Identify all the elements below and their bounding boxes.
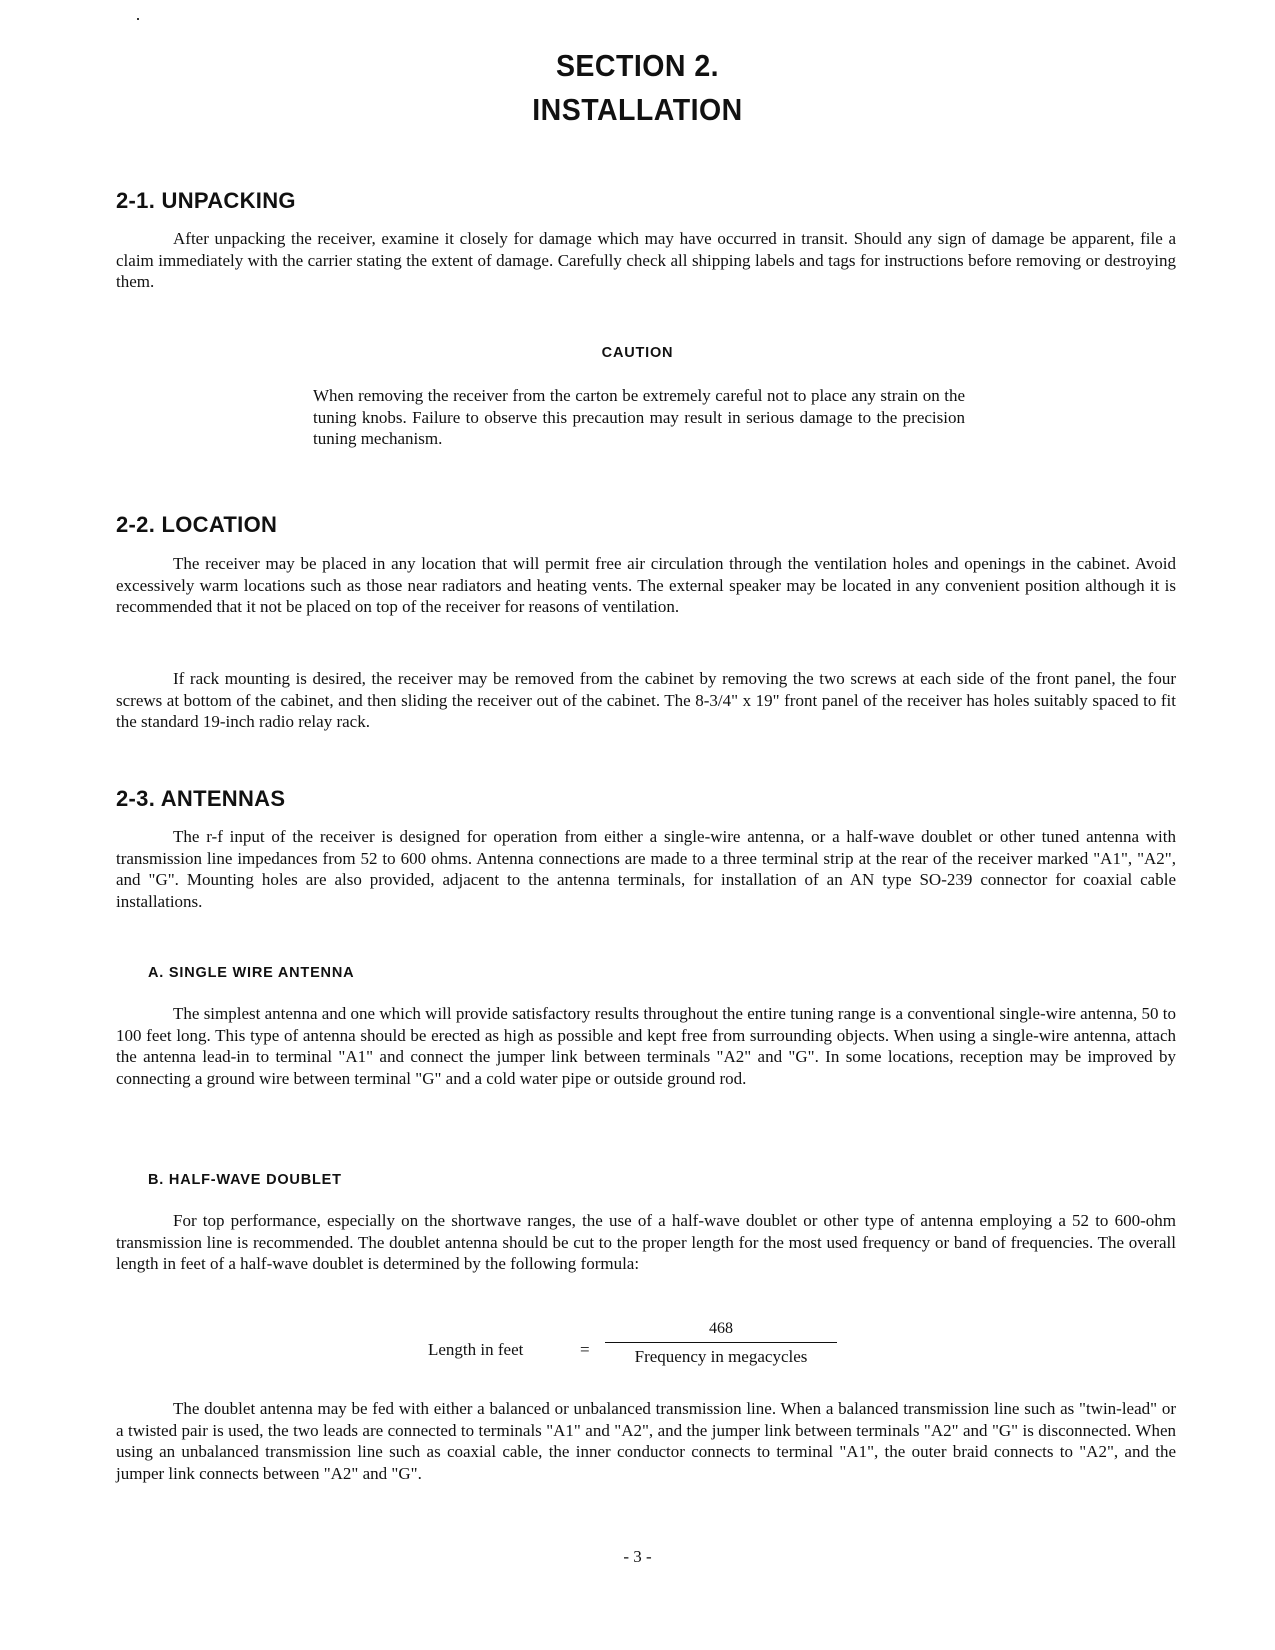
section-number: SECTION 2.	[555, 48, 720, 83]
caution-text: When removing the receiver from the carton be extremely careful not to place any strain on the tuning knobs. Failure to observe this precaution may result in serious damage to the precision tuning mechanism.	[313, 386, 965, 448]
half-wave-paragraph	[116, 1210, 1176, 1275]
heading-location: 2-2. LOCATION	[116, 512, 278, 537]
scan-speck	[137, 18, 139, 20]
antennas-text: The r-f input of the receiver is designed for operation from either a single-wire antenna, or a half-wave doublet or other tuned antenna with transmission line impedances from 52 to 600 ohms. Antenna connections are made to a three terminal strip at the rear of the receiver marked "A1", "A2", and "G". Mounting holes are also provided, adjacent to the antenna terminals, for installation of an AN type SO-239 connector for coaxial cable installations.	[116, 827, 1176, 911]
caution-label: CAUTION	[601, 345, 674, 361]
page-number: - 3 -	[623, 1547, 652, 1566]
formula-fraction-bar	[605, 1342, 837, 1343]
antennas-paragraph	[116, 826, 1176, 912]
unpacking-paragraph	[116, 228, 1176, 293]
formula-denominator: Frequency in megacycles	[634, 1347, 808, 1366]
doublet-length-formula	[420, 1320, 900, 1380]
formula-numerator: 468	[709, 1320, 733, 1337]
heading-antennas: 2-3. ANTENNAS	[116, 786, 286, 811]
location-text-1: The receiver may be placed in any location that will permit free air circulation through the ventilation holes and openings in the cabinet. Avoid excessively warm locations such as those near radiators and heating vents. The external speaker may be located in any convenient position although it is recommended that it not be placed on top of the receiver for reasons of ventilation.	[116, 554, 1176, 616]
heading-single-wire-antenna: A. SINGLE WIRE ANTENNA	[148, 965, 355, 981]
location-paragraph-2	[116, 668, 1176, 733]
single-wire-text: The simplest antenna and one which will provide satisfactory results throughout the entire tuning range is a conventional single-wire antenna, 50 to 100 feet long. This type of antenna should be erected as high as possible and kept free from surrounding objects. When using a single-wire antenna, attach the antenna lead-in to terminal "A1" and connect the jumper link between terminals "A2" and "G". In some locations, reception may be improved by connecting a ground wire between terminal "G" and a cold water pipe or outside ground rod.	[116, 1004, 1176, 1088]
single-wire-paragraph	[116, 1003, 1176, 1089]
formula-lhs: Length in feet	[428, 1340, 524, 1359]
half-wave-text: For top performance, especially on the shortwave ranges, the use of a half-wave doublet or other type of antenna employing a 52 to 600-ohm transmission line is recommended. The doublet antenna should be cut to the proper length for the most used frequency or band of frequencies. The overall length in feet of a half-wave doublet is determined by the following formula:	[116, 1211, 1176, 1273]
heading-unpacking: 2-1. UNPACKING	[116, 188, 296, 213]
unpacking-text: After unpacking the receiver, examine it closely for damage which may have occurred in transit. Should any sign of damage be apparent, file a claim immediately with the carrier stating the extent of damage. Carefully check all shipping labels and tags for instructions before removing or destroying them.	[116, 229, 1176, 291]
formula-equals: =	[580, 1340, 590, 1359]
location-text-2: If rack mounting is desired, the receiver may be removed from the cabinet by removing the two screws at each side of the front panel, the four screws at bottom of the cabinet, and then sliding the receiver out of the cabinet. The 8-3/4" x 19" front panel of the receiver has holes suitably spaced to fit the standard 19-inch radio relay rack.	[116, 669, 1176, 731]
location-paragraph-1	[116, 553, 1176, 618]
section-title: INSTALLATION	[532, 92, 743, 127]
heading-half-wave-doublet: B. HALF-WAVE DOUBLET	[148, 1172, 342, 1188]
half-wave-paragraph-2	[116, 1398, 1176, 1484]
half-wave-text-2: The doublet antenna may be fed with either a balanced or unbalanced transmission line. When a balanced transmission line such as "twin-lead" or a twisted pair is used, the two leads are connected to terminals "A1" and "A2", and the jumper link between terminals "A2" and "G" is disconnected. When using an unbalanced transmission line such as coaxial cable, the inner conductor connects to terminal "A1", the outer braid connects to "A2", and the jumper link connects between "A2" and "G".	[116, 1399, 1176, 1483]
